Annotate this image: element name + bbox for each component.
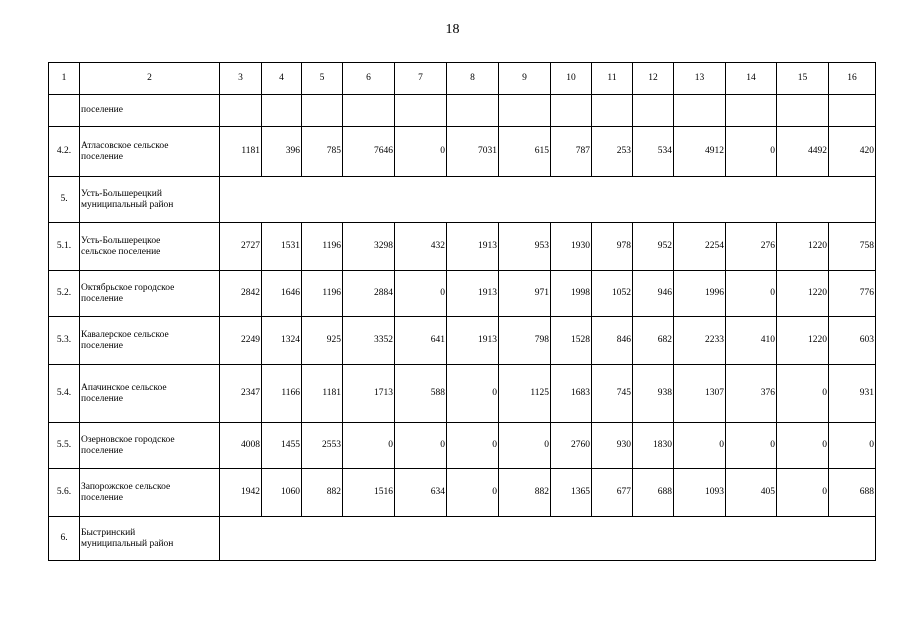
row-number: 5.3.: [49, 317, 80, 365]
data-table: [48, 62, 876, 561]
column-header: 1: [49, 63, 80, 95]
value-cell: [674, 95, 726, 127]
value-cell: 0: [726, 423, 777, 469]
header-row: [49, 63, 876, 95]
value-cell: 603: [829, 317, 876, 365]
value-cell: 978: [592, 223, 633, 271]
value-cell: 2233: [674, 317, 726, 365]
row-name-line: поселение: [81, 445, 123, 456]
value-cell: 677: [592, 469, 633, 517]
value-cell: 1998: [551, 271, 592, 317]
value-cell: 1220: [777, 223, 829, 271]
value-cell: [343, 95, 395, 127]
table-row: [49, 423, 876, 469]
row-name-line: поселение: [81, 393, 123, 404]
table-row: [49, 271, 876, 317]
value-cell: 1052: [592, 271, 633, 317]
value-cell: 2842: [220, 271, 262, 317]
row-name-line: Апачинское сельское: [81, 382, 167, 393]
value-cell: [302, 95, 343, 127]
row-number: 5.: [49, 177, 80, 223]
value-cell: 1166: [262, 365, 302, 423]
value-cell: 410: [726, 317, 777, 365]
value-cell: [499, 95, 551, 127]
value-cell: 0: [674, 423, 726, 469]
value-cell: 1830: [633, 423, 674, 469]
column-header: 11: [592, 63, 633, 95]
value-cell: 787: [551, 127, 592, 177]
row-name: [80, 517, 220, 561]
value-cell: 1913: [447, 271, 499, 317]
value-cell: 1531: [262, 223, 302, 271]
value-cell: [592, 95, 633, 127]
value-cell: 1713: [343, 365, 395, 423]
value-cell: 588: [395, 365, 447, 423]
value-cell: 946: [633, 271, 674, 317]
value-cell: 2727: [220, 223, 262, 271]
value-cell: 1220: [777, 317, 829, 365]
value-cell: 1365: [551, 469, 592, 517]
row-name: [80, 223, 220, 271]
column-header: 6: [343, 63, 395, 95]
value-cell: 938: [633, 365, 674, 423]
row-name-line: поселение: [81, 492, 123, 503]
value-cell: 1913: [447, 317, 499, 365]
value-cell: 615: [499, 127, 551, 177]
merged-cell: [220, 517, 876, 561]
row-name: [80, 365, 220, 423]
row-name: [80, 423, 220, 469]
row-name: [80, 271, 220, 317]
row-name-line: поселение: [81, 151, 123, 162]
column-header: 14: [726, 63, 777, 95]
column-header: 5: [302, 63, 343, 95]
value-cell: 0: [343, 423, 395, 469]
value-cell: 0: [777, 469, 829, 517]
value-cell: 1125: [499, 365, 551, 423]
value-cell: 1930: [551, 223, 592, 271]
value-cell: 952: [633, 223, 674, 271]
merged-cell: [220, 177, 876, 223]
value-cell: 0: [447, 469, 499, 517]
value-cell: 1060: [262, 469, 302, 517]
value-cell: 758: [829, 223, 876, 271]
column-header: 15: [777, 63, 829, 95]
row-name-line: поселение: [81, 340, 123, 351]
value-cell: 1528: [551, 317, 592, 365]
value-cell: 930: [592, 423, 633, 469]
value-cell: 2249: [220, 317, 262, 365]
row-number: 6.: [49, 517, 80, 561]
row-name: [80, 469, 220, 517]
value-cell: 1181: [220, 127, 262, 177]
row-number: 4.2.: [49, 127, 80, 177]
row-name: [80, 177, 220, 223]
value-cell: 1196: [302, 223, 343, 271]
row-name-line: Запорожское сельское: [81, 481, 171, 492]
value-cell: [777, 95, 829, 127]
value-cell: [829, 95, 876, 127]
column-header: 4: [262, 63, 302, 95]
value-cell: 0: [395, 127, 447, 177]
value-cell: 931: [829, 365, 876, 423]
value-cell: 405: [726, 469, 777, 517]
value-cell: 0: [499, 423, 551, 469]
value-cell: [633, 95, 674, 127]
value-cell: 420: [829, 127, 876, 177]
value-cell: 1093: [674, 469, 726, 517]
row-name-line: Усть-Большерецкий: [81, 188, 162, 199]
value-cell: 4912: [674, 127, 726, 177]
value-cell: 0: [447, 365, 499, 423]
column-header: 10: [551, 63, 592, 95]
column-header: 8: [447, 63, 499, 95]
value-cell: 0: [447, 423, 499, 469]
value-cell: [726, 95, 777, 127]
column-header: 7: [395, 63, 447, 95]
value-cell: 534: [633, 127, 674, 177]
table-row: [49, 469, 876, 517]
value-cell: 882: [499, 469, 551, 517]
value-cell: 785: [302, 127, 343, 177]
value-cell: 253: [592, 127, 633, 177]
column-header: 3: [220, 63, 262, 95]
column-header: 16: [829, 63, 876, 95]
row-number: 5.2.: [49, 271, 80, 317]
value-cell: 971: [499, 271, 551, 317]
value-cell: 882: [302, 469, 343, 517]
value-cell: 745: [592, 365, 633, 423]
value-cell: 682: [633, 317, 674, 365]
table-row: [49, 127, 876, 177]
value-cell: [447, 95, 499, 127]
row-name-line: муниципальный район: [81, 199, 174, 210]
row-name-line: Кавалерское сельское: [81, 329, 169, 340]
value-cell: 634: [395, 469, 447, 517]
table-row: [49, 95, 876, 127]
row-number: 5.6.: [49, 469, 80, 517]
value-cell: [395, 95, 447, 127]
column-header: 9: [499, 63, 551, 95]
value-cell: 688: [633, 469, 674, 517]
value-cell: [220, 95, 262, 127]
value-cell: 641: [395, 317, 447, 365]
value-cell: 688: [829, 469, 876, 517]
value-cell: 1181: [302, 365, 343, 423]
value-cell: 0: [726, 127, 777, 177]
value-cell: 798: [499, 317, 551, 365]
value-cell: 1324: [262, 317, 302, 365]
value-cell: 1646: [262, 271, 302, 317]
row-name: [80, 317, 220, 365]
value-cell: 1307: [674, 365, 726, 423]
page-number: 18: [445, 22, 460, 37]
row-name: [80, 95, 220, 127]
value-cell: 2254: [674, 223, 726, 271]
value-cell: [262, 95, 302, 127]
value-cell: 2553: [302, 423, 343, 469]
column-header: 12: [633, 63, 674, 95]
row-name-line: поселение: [81, 293, 123, 304]
value-cell: [551, 95, 592, 127]
value-cell: 2760: [551, 423, 592, 469]
table-row: [49, 223, 876, 271]
value-cell: 3298: [343, 223, 395, 271]
value-cell: 953: [499, 223, 551, 271]
value-cell: 0: [777, 423, 829, 469]
value-cell: 1942: [220, 469, 262, 517]
value-cell: 0: [395, 271, 447, 317]
value-cell: 1996: [674, 271, 726, 317]
row-number: 5.5.: [49, 423, 80, 469]
value-cell: 1196: [302, 271, 343, 317]
value-cell: 1220: [777, 271, 829, 317]
value-cell: 1683: [551, 365, 592, 423]
value-cell: 1455: [262, 423, 302, 469]
row-name-line: поселение: [81, 105, 123, 115]
table-row: [49, 517, 876, 561]
value-cell: 776: [829, 271, 876, 317]
value-cell: 276: [726, 223, 777, 271]
value-cell: 396: [262, 127, 302, 177]
value-cell: 4008: [220, 423, 262, 469]
table-row: [49, 365, 876, 423]
value-cell: 376: [726, 365, 777, 423]
value-cell: 0: [726, 271, 777, 317]
row-name-line: Усть-Большерецкое: [81, 235, 161, 246]
row-name-line: Озерновское городское: [81, 434, 175, 445]
table-row: [49, 317, 876, 365]
row-name-line: муниципальный район: [81, 538, 174, 549]
column-header: 2: [80, 63, 220, 95]
value-cell: 432: [395, 223, 447, 271]
value-cell: 7646: [343, 127, 395, 177]
table-row: [49, 177, 876, 223]
row-name: [80, 127, 220, 177]
row-name-line: сельское поселение: [81, 246, 161, 257]
value-cell: 0: [777, 365, 829, 423]
value-cell: 2884: [343, 271, 395, 317]
value-cell: 0: [829, 423, 876, 469]
value-cell: 925: [302, 317, 343, 365]
value-cell: 2347: [220, 365, 262, 423]
value-cell: 846: [592, 317, 633, 365]
value-cell: 4492: [777, 127, 829, 177]
row-number: 5.1.: [49, 223, 80, 271]
value-cell: 0: [395, 423, 447, 469]
value-cell: 3352: [343, 317, 395, 365]
column-header: 13: [674, 63, 726, 95]
value-cell: 1913: [447, 223, 499, 271]
row-number: [49, 95, 80, 127]
row-name-line: Октябрьское городское: [81, 282, 175, 293]
value-cell: 7031: [447, 127, 499, 177]
row-name-line: Атласовское сельское: [81, 140, 169, 151]
value-cell: 1516: [343, 469, 395, 517]
row-name-line: Быстринский: [81, 527, 136, 538]
row-number: 5.4.: [49, 365, 80, 423]
